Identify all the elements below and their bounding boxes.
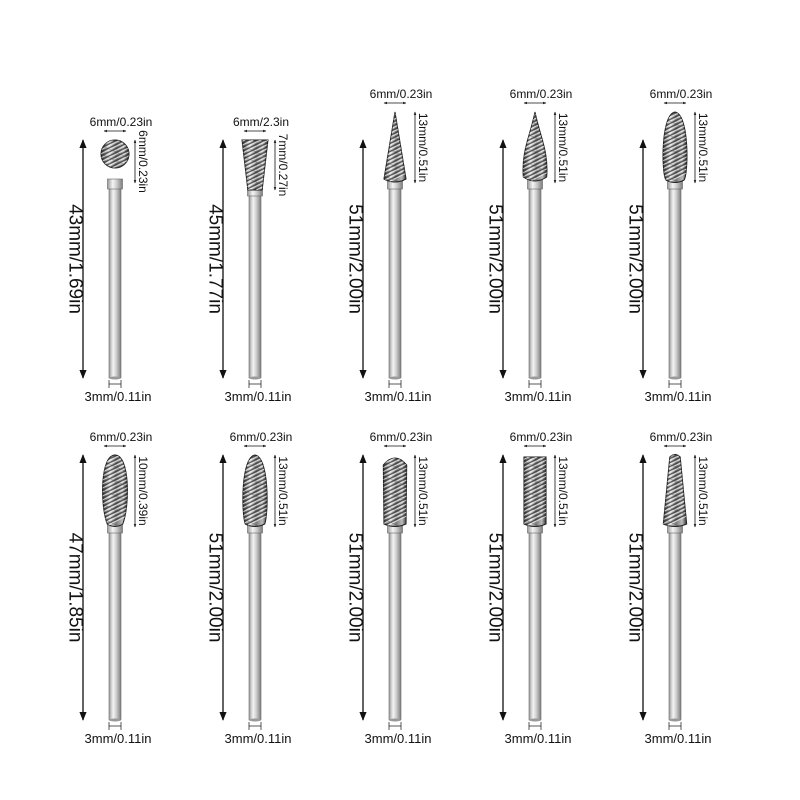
shank — [249, 525, 261, 720]
shank-end — [529, 377, 541, 380]
shank — [109, 525, 121, 720]
head-length-label: 13mm/0.51in — [276, 456, 290, 526]
total-length-label: 51mm/2.00in — [344, 532, 366, 643]
shank-label: 3mm/0.11in — [644, 389, 712, 404]
total-length-label: 51mm/2.00in — [484, 204, 506, 314]
head-width-label: 6mm/0.23in — [89, 430, 153, 444]
burr-bit-oval — [625, 87, 713, 404]
neck — [108, 179, 123, 189]
burr-bit-flame — [485, 87, 573, 404]
shank-label: 3mm/0.11in — [644, 731, 712, 746]
shank-end — [249, 377, 261, 380]
head-width-label: 6mm/0.23in — [649, 87, 713, 101]
burr-bit-tapered-cone — [625, 430, 713, 746]
shank — [389, 525, 401, 720]
shank — [109, 181, 121, 378]
total-length-label: 51mm/2.00in — [624, 204, 646, 314]
head-length-label: 13mm/0.51in — [696, 112, 710, 183]
burr-bit-oval-long — [205, 430, 293, 746]
shank-end — [109, 719, 121, 722]
shank — [249, 188, 261, 378]
head-length-label: 13mm/0.51in — [416, 456, 430, 526]
total-length-label: 45mm/1.77in — [204, 204, 226, 314]
head-length-label: 7mm/0.27in — [276, 133, 290, 197]
shank-end — [669, 377, 681, 380]
head-width-label: 6mm/0.23in — [229, 430, 293, 444]
head-width-label: 6mm/0.23in — [509, 430, 573, 444]
shank-label: 3mm/0.11in — [504, 389, 572, 404]
head-length-label: 6mm/0.23in — [136, 130, 150, 193]
head-length-label: 13mm/0.51in — [556, 112, 570, 183]
total-length-label: 47mm/1.85in — [64, 532, 86, 643]
head-length-label: 13mm/0.51in — [556, 456, 570, 526]
burr-bit-ball — [65, 115, 153, 404]
head-width-label: 6mm/2.3in — [232, 115, 290, 129]
shank — [529, 181, 541, 378]
burr-bit-cylinder — [485, 430, 573, 746]
head-width-label: 6mm/0.23in — [89, 115, 153, 129]
shank-label: 3mm/0.11in — [364, 731, 432, 746]
head-width-label: 6mm/0.23in — [369, 87, 433, 101]
head-length-label: 13mm/0.51in — [416, 112, 430, 183]
head-length-label: 10mm/0.39in — [136, 456, 150, 526]
shank — [669, 525, 681, 720]
total-length-label: 51mm/2.00in — [344, 204, 366, 314]
shank-label: 3mm/0.11in — [224, 389, 292, 404]
shank-end — [389, 377, 401, 380]
shank-label: 3mm/0.11in — [84, 731, 152, 746]
shank-end — [529, 719, 541, 722]
shank-end — [249, 719, 261, 722]
burr-bit-inverted-cone — [205, 115, 292, 404]
shank-end — [389, 719, 401, 722]
head-width-label: 6mm/0.23in — [509, 87, 573, 101]
shank-label: 3mm/0.11in — [84, 389, 152, 404]
head-width-label: 6mm/0.23in — [369, 430, 433, 444]
shank — [529, 525, 541, 720]
shank-end — [669, 719, 681, 722]
burr-bit-tree-round — [65, 430, 153, 746]
total-length-label: 51mm/2.00in — [484, 532, 506, 643]
total-length-label: 43mm/1.69in — [64, 204, 86, 314]
total-length-label: 51mm/2.00in — [204, 532, 226, 643]
burr-bit-pointed-cone — [345, 87, 433, 404]
shank — [389, 181, 401, 378]
shank — [669, 181, 681, 378]
head-length-label: 13mm/0.51in — [696, 456, 710, 526]
head-width-label: 6mm/0.23in — [649, 430, 713, 444]
shank-label: 3mm/0.11in — [224, 731, 292, 746]
burr-bit-ball-nose-cylinder — [345, 430, 433, 746]
total-length-label: 51mm/2.00in — [624, 532, 646, 643]
shank-label: 3mm/0.11in — [364, 389, 432, 404]
shank-end — [109, 377, 121, 380]
shank-label: 3mm/0.11in — [504, 731, 572, 746]
